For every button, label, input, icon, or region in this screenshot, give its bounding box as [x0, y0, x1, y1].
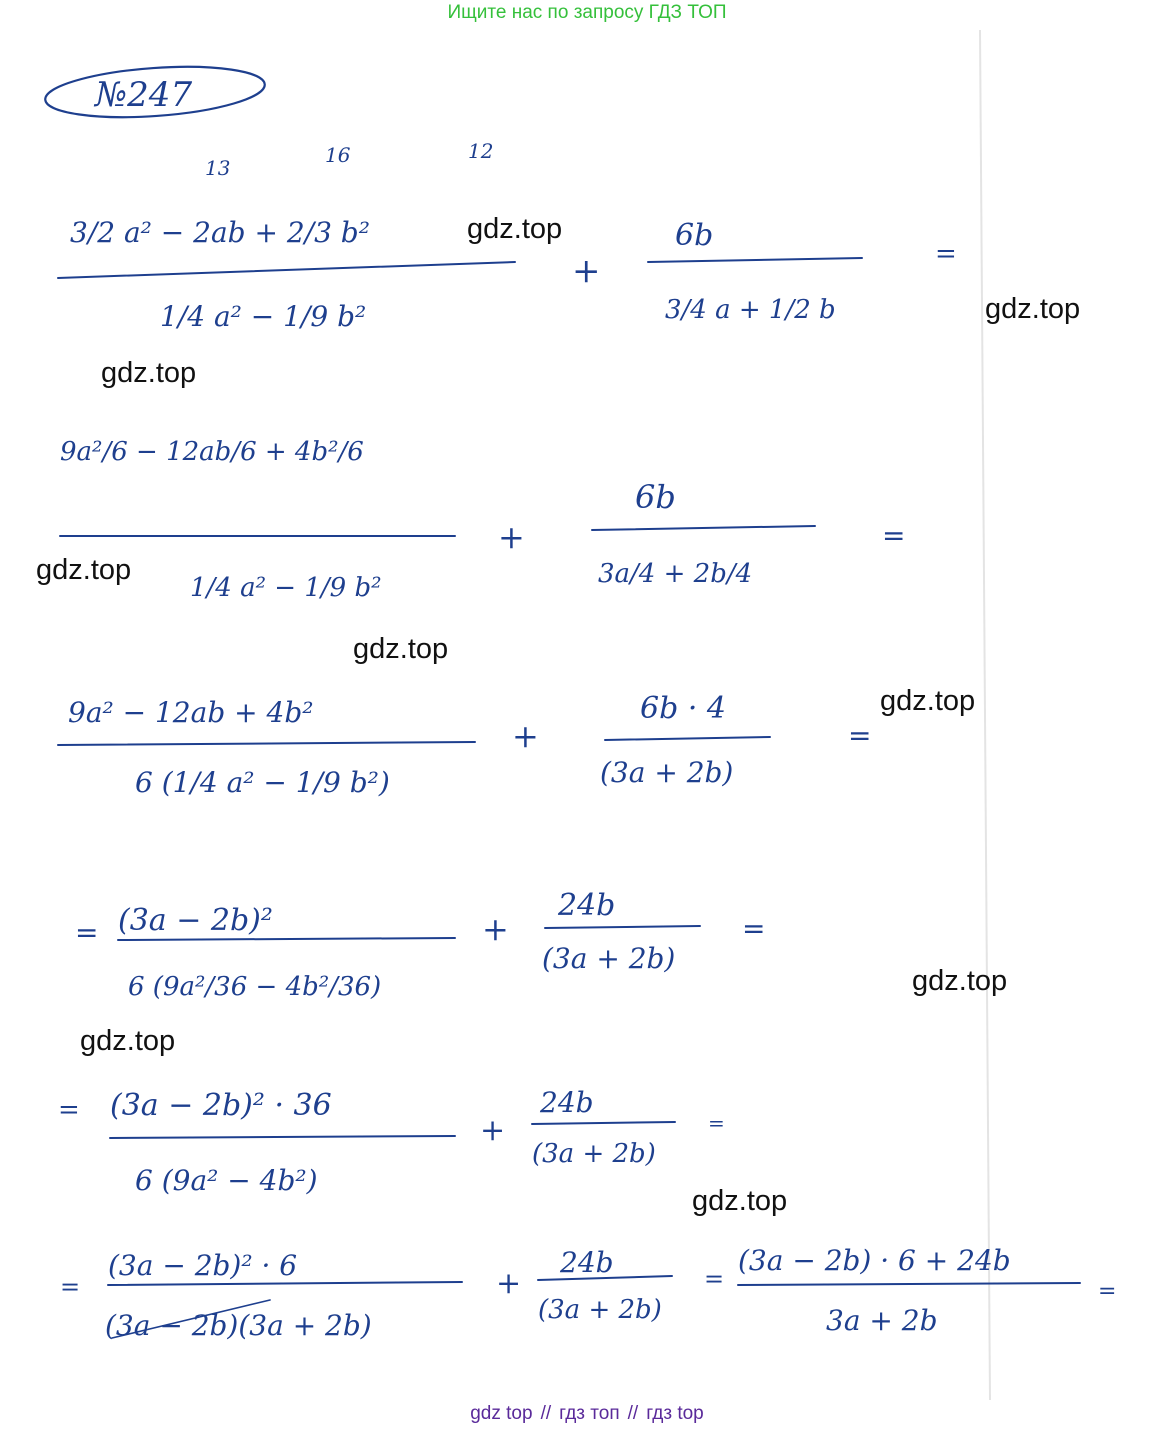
watermark: gdz.top [353, 633, 449, 665]
l5-right-numerator: 24b [540, 1086, 594, 1119]
problem-number: №247 [95, 75, 193, 115]
l3-right-bar [605, 737, 770, 740]
l4-equals: = [742, 912, 766, 945]
l3-plus: + [512, 717, 539, 755]
l6-result-numerator: (3a − 2b) · 6 + 24b [738, 1244, 1011, 1277]
l6-equals-lead: = [60, 1273, 81, 1301]
footer-link-gdz-top-mixed[interactable]: гдз top [646, 1403, 704, 1424]
l4-right-denominator: (3a + 2b) [542, 942, 676, 975]
footer-separator: // [540, 1403, 552, 1424]
l1-equals: = [935, 239, 957, 269]
watermark: gdz.top [36, 554, 132, 586]
l3-right-numerator: 6b · 4 [640, 691, 726, 726]
l6-equals: = [704, 1265, 725, 1293]
l6-numerator: (3a − 2b)² · 6 [108, 1249, 298, 1282]
l1-mult-2: 16 [325, 143, 351, 167]
l5-plus: + [480, 1113, 506, 1148]
l6-result-denominator: 3a + 2b [826, 1304, 938, 1337]
l4-right-numerator: 24b [558, 888, 616, 923]
l2-denominator: 1/4 a² − 1/9 b² [190, 573, 382, 603]
l1-mult-3: 12 [468, 139, 494, 163]
l2-equals: = [882, 519, 906, 552]
l5-fraction-bar [110, 1136, 455, 1138]
l1-mult-1: 13 [205, 156, 231, 180]
l6-right-denominator: (3a + 2b) [538, 1295, 662, 1325]
l6-plus: + [496, 1266, 522, 1301]
l5-numerator: (3a − 2b)² · 36 [110, 1088, 332, 1123]
l1-plus: + [572, 251, 601, 291]
l1-denominator: 1/4 a² − 1/9 b² [160, 300, 367, 333]
l1-numerator: 3/2 a² − 2ab + 2/3 b² [70, 216, 370, 249]
l6-result-bar [738, 1283, 1080, 1285]
l1-right-numerator: 6b [675, 218, 714, 253]
watermark: gdz.top [880, 685, 976, 717]
footer-separator: // [627, 1403, 639, 1424]
l1-right-bar [648, 258, 862, 262]
l4-equals-lead: = [75, 916, 99, 949]
l3-right-denominator: (3a + 2b) [600, 756, 734, 789]
l5-right-bar [532, 1122, 675, 1124]
l4-numerator: (3a − 2b)² [118, 903, 273, 938]
l1-fraction-bar [58, 262, 515, 278]
footer-link-gdz-top[interactable]: gdz top [470, 1403, 533, 1424]
l6-denominator: (3a − 2b)(3a + 2b) [105, 1309, 372, 1342]
watermark: gdz.top [80, 1025, 176, 1057]
l5-equals: = [708, 1111, 725, 1135]
l5-denominator: 6 (9a² − 4b²) [135, 1164, 318, 1197]
l6-trailing-equals: = [1098, 1279, 1117, 1304]
l5-equals-lead: = [58, 1095, 80, 1125]
l3-equals: = [848, 719, 872, 752]
footer-link-gdz-top-ru[interactable]: гдз топ [559, 1403, 620, 1424]
l2-right-bar [592, 526, 815, 530]
l5-right-denominator: (3a + 2b) [532, 1139, 656, 1169]
l3-numerator: 9a² − 12ab + 4b² [68, 696, 314, 729]
l4-right-bar [545, 926, 700, 928]
l2-right-denominator: 3a/4 + 2b/4 [598, 559, 753, 589]
footer-links [0, 1403, 1174, 1425]
l4-plus: + [482, 910, 509, 948]
l3-fraction-bar [58, 742, 475, 745]
search-banner: Ищите нас по запросу ГДЗ ТОП [447, 2, 727, 23]
l6-right-numerator: 24b [560, 1246, 614, 1279]
watermark: gdz.top [101, 357, 197, 389]
l4-denominator: 6 (9a²/36 − 4b²/36) [128, 972, 382, 1002]
l2-plus: + [498, 518, 525, 556]
l4-fraction-bar [118, 938, 455, 940]
watermark: gdz.top [912, 965, 1008, 997]
l3-denominator: 6 (1/4 a² − 1/9 b²) [135, 766, 390, 799]
l2-right-numerator: 6b [635, 478, 676, 516]
l1-right-denominator: 3/4 a + 1/2 b [665, 295, 836, 325]
l2-numerator: 9a²/6 − 12ab/6 + 4b²/6 [60, 437, 364, 467]
margin-line [980, 30, 990, 1400]
watermark: gdz.top [692, 1185, 788, 1217]
watermark: gdz.top [985, 293, 1081, 325]
watermark: gdz.top [467, 213, 563, 245]
l6-fraction-bar [108, 1282, 462, 1285]
